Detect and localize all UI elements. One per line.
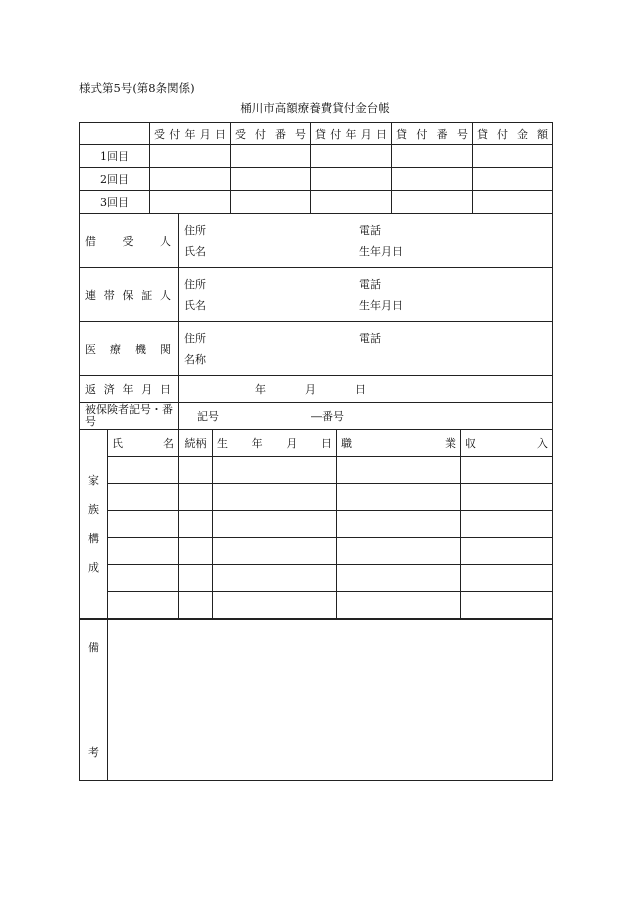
receipt-number-cell[interactable] [231,145,311,168]
guarantor-details[interactable] [179,268,553,322]
loan-date-cell[interactable] [311,191,392,214]
insured-row [80,403,553,430]
receipt-number-cell[interactable] [231,191,311,214]
insured-number-field[interactable] [179,403,553,430]
loan-date-cell[interactable] [311,145,392,168]
medical-phone-label: 電話 [359,331,381,345]
family-dob-cell[interactable] [213,484,337,511]
borrower-dob-label: 生年月日 [359,244,403,258]
insured-number-sublabel: ―番号 [311,410,344,423]
family-row [80,592,553,619]
document-title: 桶川市高額療養費貸付金台帳 [240,101,390,115]
repayment-year: 年 [255,383,266,396]
loan-history-table [79,122,553,214]
family-header-name: 氏名 [108,430,179,457]
family-header-income: 収入 [461,430,553,457]
guarantor-row [80,268,553,322]
borrower-details[interactable] [179,214,553,268]
family-name-cell[interactable] [108,592,179,619]
form-number: 様式第5号(第8条関係) [79,81,195,95]
loan-date-cell[interactable] [311,168,392,191]
family-name-cell[interactable] [108,457,179,484]
loan-amount-cell[interactable] [473,191,553,214]
remarks-table [79,619,553,781]
family-name-cell[interactable] [108,565,179,592]
family-income-cell[interactable] [461,538,553,565]
family-occupation-cell[interactable] [337,484,461,511]
family-relation-cell[interactable] [179,484,213,511]
loan-amount-cell[interactable] [473,168,553,191]
medical-address-label: 住所 [184,331,206,345]
guarantor-label: 連帯保証人 [80,268,179,322]
insured-symbol-label: 記号 [197,410,219,423]
family-relation-cell[interactable] [179,592,213,619]
receipt-date-cell[interactable] [150,145,231,168]
header-loan-number: 貸付番号 [392,123,473,145]
family-relation-cell[interactable] [179,457,213,484]
medical-row [80,322,553,376]
family-name-cell[interactable] [108,511,179,538]
remarks-label: 備 考 [80,620,108,781]
header-loan-amount: 貸付金額 [473,123,553,145]
repayment-row [80,376,553,403]
family-dob-cell[interactable] [213,592,337,619]
family-relation-cell[interactable] [179,538,213,565]
guarantor-phone-label: 電話 [359,277,381,291]
row-label-2: 2回目 [80,168,150,191]
receipt-number-cell[interactable] [231,168,311,191]
family-occupation-cell[interactable] [337,538,461,565]
family-header-occupation: 職業 [337,430,461,457]
borrower-label: 借受人 [80,214,179,268]
header-receipt-date: 受付年月日 [150,123,231,145]
family-income-cell[interactable] [461,457,553,484]
family-row [80,484,553,511]
loan-amount-cell[interactable] [473,145,553,168]
loan-row-2 [80,168,553,191]
borrower-phone-label: 電話 [359,223,381,237]
family-name-cell[interactable] [108,484,179,511]
loan-number-cell[interactable] [392,191,473,214]
repayment-date-label: 返済年月日 [80,376,179,403]
remarks-row [80,620,553,781]
family-occupation-cell[interactable] [337,511,461,538]
family-income-cell[interactable] [461,484,553,511]
family-header-row [80,430,553,457]
family-dob-cell[interactable] [213,565,337,592]
borrower-row [80,214,553,268]
family-income-cell[interactable] [461,565,553,592]
guarantor-name-label: 氏名 [184,298,206,312]
family-row [80,565,553,592]
parties-table [79,213,553,430]
family-row [80,538,553,565]
family-row [80,457,553,484]
family-dob-cell[interactable] [213,457,337,484]
family-table [79,429,553,619]
repayment-day: 日 [355,383,366,396]
borrower-name-label: 氏名 [184,244,206,258]
family-composition-label: 家 族 構 成 [80,430,108,619]
medical-institution-label: 医療機関 [80,322,179,376]
corner-cell [80,123,150,145]
family-row [80,511,553,538]
loan-row-1 [80,145,553,168]
row-label-1: 1回目 [80,145,150,168]
remarks-field[interactable] [108,620,553,781]
guarantor-dob-label: 生年月日 [359,298,403,312]
header-loan-date: 貸付年月日 [311,123,392,145]
borrower-address-label: 住所 [184,223,206,237]
family-income-cell[interactable] [461,592,553,619]
medical-name-label: 名称 [184,352,206,366]
header-receipt-number: 受付番号 [231,123,311,145]
repayment-month: 月 [305,383,316,396]
family-occupation-cell[interactable] [337,457,461,484]
guarantor-address-label: 住所 [184,277,206,291]
medical-details[interactable] [179,322,553,376]
receipt-date-cell[interactable] [150,168,231,191]
family-relation-cell[interactable] [179,565,213,592]
insured-number-label: 被保険者記号・番号 [80,403,179,430]
family-dob-cell[interactable] [213,538,337,565]
family-header-relation: 続柄 [179,430,213,457]
loan-table-header-row [80,123,553,145]
family-header-dob: 生年月日 [213,430,337,457]
family-name-cell[interactable] [108,538,179,565]
loan-number-cell[interactable] [392,145,473,168]
loan-row-3 [80,191,553,214]
family-relation-cell[interactable] [179,511,213,538]
family-dob-cell[interactable] [213,511,337,538]
family-occupation-cell[interactable] [337,592,461,619]
loan-number-cell[interactable] [392,168,473,191]
repayment-date-field[interactable] [179,376,553,403]
family-income-cell[interactable] [461,511,553,538]
family-occupation-cell[interactable] [337,565,461,592]
row-label-3: 3回目 [80,191,150,214]
receipt-date-cell[interactable] [150,191,231,214]
